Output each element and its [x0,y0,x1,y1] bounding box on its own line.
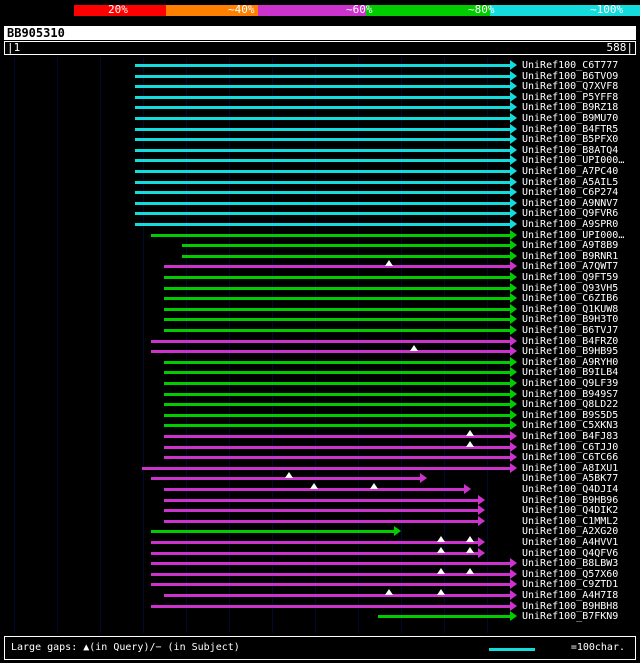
hit-accession-label[interactable]: UniRef100_Q9FVR6 [522,208,619,220]
hit-accession-label[interactable]: UniRef100_Q4QFV6 [522,547,619,559]
large-gap-marker-icon [466,430,474,436]
alignment-bar[interactable] [135,159,511,162]
table-row[interactable] [4,166,636,177]
table-row[interactable] [4,495,636,506]
table-row[interactable] [4,198,636,209]
hit-accession-label[interactable]: UniRef100_A5BK77 [522,473,619,485]
table-row[interactable] [4,389,636,400]
large-gap-marker-icon [310,483,318,489]
alignment-arrow-icon [510,251,517,261]
alignment-bar[interactable] [135,138,511,141]
identity-color-legend [0,0,640,22]
alignment-arrow-icon [510,293,517,303]
alignment-arrow-icon [510,60,517,70]
hit-accession-label[interactable]: UniRef100_A5AIL5 [522,176,619,188]
alignment-arrow-icon [510,166,517,176]
table-row[interactable] [4,208,636,219]
alignment-arrow-icon [510,590,517,600]
large-gap-marker-icon [385,260,393,266]
alignment-bar[interactable] [164,414,511,417]
hit-accession-label[interactable]: UniRef100_A7QWT7 [522,261,619,273]
alignment-arrow-icon [510,92,517,102]
alignment-arrow-icon [510,102,517,112]
hit-accession-label[interactable]: UniRef100_UPI000… [522,229,625,241]
table-row[interactable] [4,240,636,251]
hit-accession-label[interactable]: UniRef100_B6TVO9 [522,70,619,82]
alignment-bar[interactable] [164,403,511,406]
legend-label: ~60% [346,3,373,16]
alignment-arrow-icon [510,410,517,420]
alignment-arrow-icon [510,420,517,430]
table-row[interactable] [4,60,636,71]
alignment-bar[interactable] [135,64,511,67]
large-gap-marker-icon [437,589,445,595]
hit-accession-label[interactable]: UniRef100_Q9LF39 [522,378,619,389]
alignment-arrow-icon [510,272,517,282]
alignment-arrow-icon [478,505,485,515]
alignment-arrow-icon [510,124,517,134]
query-id-bar [4,26,636,40]
hit-accession-label[interactable]: UniRef100_A2XG20 [522,526,619,538]
alignment-arrow-icon [510,452,517,462]
alignment-arrow-icon [510,558,517,568]
hit-accession-label[interactable]: UniRef100_B9S5D5 [522,409,619,421]
alignment-bar[interactable] [135,85,511,88]
hit-accession-label[interactable]: UniRef100_B949S7 [522,388,619,400]
alignment-arrow-icon [510,304,517,314]
alignment-bar[interactable] [151,530,395,533]
alignment-arrow-icon [420,473,427,483]
hit-accession-label[interactable]: UniRef100_C6TJJ0 [522,441,619,453]
hit-accession-label[interactable]: UniRef100_A9SPR0 [522,219,619,230]
alignment-bar[interactable] [135,96,511,99]
hit-accession-label[interactable]: UniRef100_B9HB95 [522,346,619,358]
alignment-bar[interactable] [164,456,511,459]
alignment-arrow-icon [510,208,517,218]
alignment-arrow-icon [510,346,517,356]
alignment-arrow-icon [510,283,517,293]
alignment-bar[interactable] [164,371,511,374]
alignment-bar[interactable] [164,297,511,300]
hit-accession-label[interactable]: UniRef100_A4H7I8 [522,590,619,601]
table-row[interactable] [4,516,636,527]
hit-accession-label[interactable]: UniRef100_B8ATQ4 [522,144,619,156]
hit-accession-label[interactable]: UniRef100_UPI000… [522,155,625,167]
alignment-bar[interactable] [164,520,479,523]
alignment-arrow-icon [510,431,517,441]
table-row[interactable] [4,399,636,410]
alignment-bar[interactable] [135,170,511,173]
alignment-arrow-icon [510,325,517,335]
alignment-bar[interactable] [164,393,511,396]
hit-accession-label[interactable]: UniRef100_P5YFF8 [522,91,619,103]
table-row[interactable] [4,134,636,145]
alignment-arrow-icon [510,378,517,388]
hit-accession-label[interactable]: UniRef100_Q57X60 [522,568,619,580]
legend-label: ~100% [590,3,624,16]
alignment-arrow-icon [510,611,517,621]
alignment-arrow-icon [478,548,485,558]
alignment-arrow-icon [510,113,517,123]
hit-accession-label[interactable]: UniRef100_A9NNV7 [522,197,619,209]
alignment-arrow-icon [510,357,517,367]
legend-label: ~40% [228,3,255,16]
alignment-arrow-icon [510,187,517,197]
alignment-arrow-icon [510,442,517,452]
ruler-end-label: 588| [606,41,633,54]
hit-accession-label[interactable]: UniRef100_A9RYH0 [522,356,619,368]
large-gap-marker-icon [437,547,445,553]
hit-accession-label[interactable]: UniRef100_B9HB96 [522,494,619,506]
large-gap-marker-icon [466,568,474,574]
alignment-bar[interactable] [151,583,511,586]
table-row[interactable] [4,145,636,156]
table-row[interactable] [4,251,636,262]
table-row[interactable] [4,442,636,453]
footer-legend [4,636,636,660]
alignment-bar[interactable] [135,202,511,205]
table-row[interactable] [4,420,636,431]
hit-accession-label[interactable]: UniRef100_B9ILB4 [522,367,619,379]
table-row[interactable] [4,505,636,516]
hit-accession-label[interactable]: UniRef100_Q93VH5 [522,282,619,294]
alignment-bar[interactable] [164,499,479,502]
alignment-arrow-icon [510,230,517,240]
query-ruler [4,41,636,55]
alignment-bar[interactable] [164,287,511,290]
large-gap-marker-icon [370,483,378,489]
hit-accession-label[interactable]: UniRef100_B9HBH8 [522,600,619,612]
table-row[interactable] [4,230,636,241]
large-gap-marker-icon [437,536,445,542]
alignment-arrow-icon [394,526,401,536]
hit-accession-label[interactable]: UniRef100_C6P274 [522,187,619,199]
hit-accession-label[interactable]: UniRef100_Q9FT59 [522,272,619,283]
alignment-arrow-icon [510,314,517,324]
table-row[interactable] [4,187,636,198]
hit-accession-label[interactable]: UniRef100_C5XKN3 [522,420,619,432]
alignment-arrow-icon [464,484,471,494]
table-row[interactable] [4,346,636,357]
alignment-bar[interactable] [164,594,511,597]
hit-accession-label[interactable]: UniRef100_C6ZIB6 [522,293,619,305]
large-gap-marker-icon [466,547,474,553]
alignment-bar[interactable] [151,562,511,565]
hit-accession-label[interactable]: UniRef100_A9T8B9 [522,240,619,252]
alignment-arrow-icon [510,145,517,155]
alignment-bar[interactable] [151,605,511,608]
alignment-bar[interactable] [135,223,511,226]
alignment-arrow-icon [510,579,517,589]
alignment-arrow-icon [510,569,517,579]
alignment-arrow-icon [510,177,517,187]
table-row[interactable] [4,283,636,294]
table-row[interactable] [4,113,636,124]
alignment-arrow-icon [510,198,517,208]
hit-accession-label[interactable]: UniRef100_B9RZ18 [522,102,619,114]
scale-bar-icon [489,648,535,651]
alignment-bar[interactable] [151,573,511,576]
table-row[interactable] [4,325,636,336]
hit-accession-label[interactable]: UniRef100_B9H3T0 [522,314,619,326]
table-row[interactable] [4,431,636,442]
hit-accession-label[interactable]: UniRef100_A7PC40 [522,166,619,177]
table-row[interactable] [4,410,636,421]
alignment-bar[interactable] [135,212,511,215]
alignment-arrow-icon [510,399,517,409]
ruler-start-label: |1 [7,41,21,54]
table-row[interactable] [4,537,636,548]
table-row[interactable] [4,71,636,82]
table-row[interactable] [4,367,636,378]
alignment-arrow-icon [510,336,517,346]
large-gaps-note: Large gaps: ▲(in Query)/− (in Subject) [11,642,240,653]
table-row[interactable] [4,102,636,113]
table-row[interactable] [4,548,636,559]
alignment-bar[interactable] [164,329,511,332]
alignment-bar[interactable] [151,234,511,237]
alignment-bar[interactable] [164,318,511,321]
table-row[interactable] [4,272,636,283]
hit-accession-label[interactable]: UniRef100_B9MU70 [522,113,619,124]
hit-accession-label[interactable]: UniRef100_B4FRZ0 [522,335,619,347]
alignment-arrow-icon [510,71,517,81]
alignment-bar[interactable] [151,552,479,555]
table-row[interactable] [4,601,636,612]
table-row[interactable] [4,558,636,569]
alignment-arrow-icon [510,81,517,91]
alignment-bar[interactable] [378,615,511,618]
hit-accession-label[interactable]: UniRef100_Q1KUW8 [522,303,619,315]
alignment-bar[interactable] [151,541,479,544]
table-row[interactable] [4,293,636,304]
table-row[interactable] [4,590,636,601]
hit-accession-label[interactable]: UniRef100_B7FKN9 [522,611,619,623]
alignment-bar[interactable] [164,382,511,385]
alignment-arrow-icon [510,155,517,165]
table-row[interactable] [4,336,636,347]
alignment-bar[interactable] [182,255,511,258]
table-row[interactable] [4,261,636,272]
alignment-arrow-icon [510,134,517,144]
alignment-bar[interactable] [135,75,511,78]
large-gap-marker-icon [285,472,293,478]
table-row[interactable] [4,463,636,474]
alignment-plot [4,58,636,633]
hit-accession-label[interactable]: UniRef100_C6T777 [522,60,619,71]
large-gap-marker-icon [410,345,418,351]
alignment-bar[interactable] [135,181,511,184]
alignment-bar[interactable] [164,424,511,427]
alignment-bar[interactable] [164,361,511,364]
table-row[interactable] [4,357,636,368]
large-gap-marker-icon [466,441,474,447]
table-row[interactable] [4,569,636,580]
hit-accession-label[interactable]: UniRef100_B4FTR5 [522,123,619,135]
query-id-label: BB905310 [7,26,65,40]
table-row[interactable] [4,378,636,389]
table-row[interactable] [4,124,636,135]
hit-accession-label[interactable]: UniRef100_B5PFX0 [522,134,619,146]
legend-label: ~80% [468,3,495,16]
alignment-arrow-icon [510,389,517,399]
alignment-bar[interactable] [164,435,511,438]
table-row[interactable] [4,473,636,484]
legend-label: 20% [108,3,128,16]
alignment-arrow-icon [510,261,517,271]
table-row[interactable] [4,484,636,495]
alignment-bar[interactable] [164,509,479,512]
table-row[interactable] [4,579,636,590]
hit-accession-label[interactable]: UniRef100_Q8LD22 [522,399,619,411]
alignment-arrow-icon [510,240,517,250]
table-row[interactable] [4,611,636,622]
hit-accession-label[interactable]: UniRef100_Q4DIK2 [522,505,619,517]
legend-segment [0,5,74,16]
alignment-bar[interactable] [151,350,511,353]
alignment-bar[interactable] [135,191,511,194]
alignment-arrow-icon [478,516,485,526]
hit-accession-label[interactable]: UniRef100_Q4DJI4 [522,484,619,495]
large-gap-marker-icon [385,589,393,595]
large-gap-marker-icon [437,568,445,574]
alignment-arrow-icon [510,219,517,229]
alignment-arrow-icon [478,537,485,547]
hit-accession-label[interactable]: UniRef100_B6TVJ7 [522,325,619,336]
table-row[interactable] [4,526,636,537]
alignment-arrow-icon [510,601,517,611]
table-row[interactable] [4,92,636,103]
alignment-arrow-icon [510,463,517,473]
alignment-arrow-icon [478,495,485,505]
hit-accession-label[interactable]: UniRef100_B4FJ83 [522,431,619,442]
scale-bar-label: =100char. [570,642,625,653]
alignment-bar[interactable] [142,467,511,470]
table-row[interactable] [4,81,636,92]
alignment-bar[interactable] [182,244,511,247]
alignment-bar[interactable] [164,276,511,279]
hit-accession-label[interactable]: UniRef100_C6TC66 [522,452,619,464]
alignment-bar[interactable] [164,265,511,268]
hit-accession-label[interactable]: UniRef100_A4HVV1 [522,537,619,548]
table-row[interactable] [4,452,636,463]
table-row[interactable] [4,155,636,166]
hit-accession-label[interactable]: UniRef100_B8LBW3 [522,558,619,570]
table-row[interactable] [4,177,636,188]
alignment-bar[interactable] [135,106,511,109]
table-row[interactable] [4,314,636,325]
hit-accession-label[interactable]: UniRef100_B9RNR1 [522,250,619,262]
alignment-bar[interactable] [135,117,511,120]
alignment-bar[interactable] [164,308,511,311]
large-gap-marker-icon [466,536,474,542]
hit-accession-label[interactable]: UniRef100_C1MML2 [522,515,619,527]
hit-accession-label[interactable]: UniRef100_A8IXU1 [522,462,619,474]
alignment-arrow-icon [510,367,517,377]
alignment-bar[interactable] [151,340,511,343]
hit-accession-label[interactable]: UniRef100_Q7XVF8 [522,81,619,93]
alignment-bar[interactable] [164,446,511,449]
table-row[interactable] [4,219,636,230]
table-row[interactable] [4,304,636,315]
hit-accession-label[interactable]: UniRef100_C9ZTD1 [522,579,619,591]
alignment-bar[interactable] [135,149,511,152]
alignment-bar[interactable] [135,128,511,131]
